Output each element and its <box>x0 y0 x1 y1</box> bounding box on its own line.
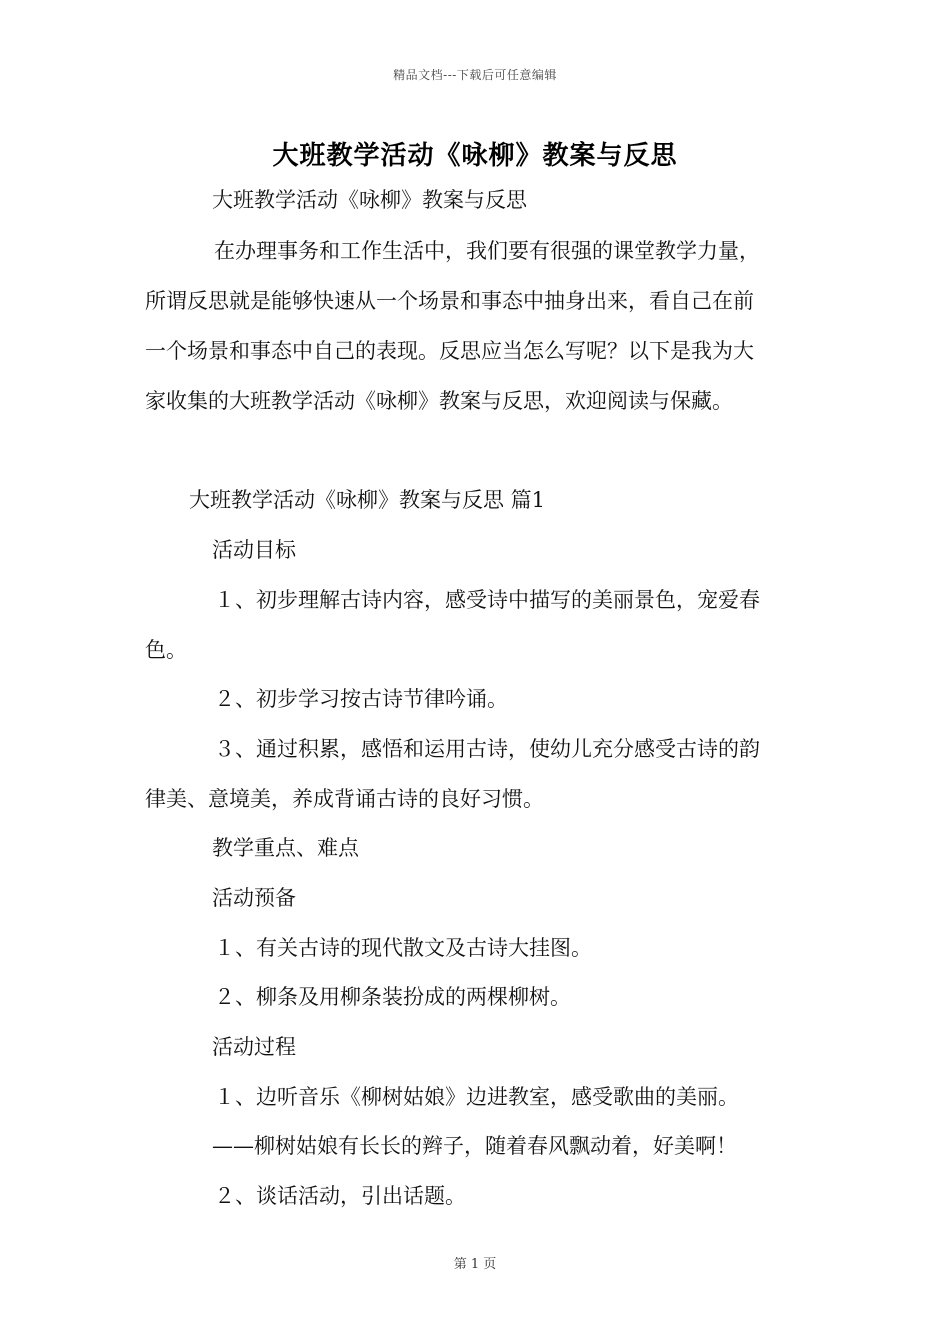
page-footer: 第 1 页 <box>453 1257 497 1272</box>
goal-item-line: １、初步理解古诗内容，感受诗中描写的美丽景色，宠爱春 <box>214 588 760 612</box>
process-item: １、边听音乐《柳树姑娘》边进教室，感受歌曲的美丽。 <box>214 1085 739 1109</box>
goals-heading: 活动目标 <box>212 538 296 562</box>
goal-item: ２、初步学习按古诗节律吟诵。 <box>214 687 508 711</box>
prep-item: １、有关古诗的现代散文及古诗大挂图。 <box>214 936 592 960</box>
process-heading: 活动过程 <box>212 1035 296 1059</box>
page-header: 精品文档---下载后可任意编辑 <box>393 68 557 82</box>
goal-item-line: 律美、意境美，养成背诵古诗的良好习惯。 <box>145 787 544 811</box>
intro-paragraph-line: 在办理事务和工作生活中，我们要有很强的课堂教学力量， <box>214 239 760 263</box>
document-subtitle: 大班教学活动《咏柳》教案与反思 <box>212 188 527 212</box>
intro-paragraph-line: 所谓反思就是能够快速从一个场景和事态中抽身出来，看自己在前 <box>145 289 754 313</box>
key-points-heading: 教学重点、难点 <box>212 836 359 860</box>
goal-item-line: 色。 <box>145 638 187 662</box>
prep-item: ２、柳条及用柳条装扮成的两棵柳树。 <box>214 985 571 1009</box>
process-quote: ——柳树姑娘有长长的辫子，随着春风飘动着，好美啊！ <box>212 1134 737 1158</box>
section-heading: 大班教学活动《咏柳》教案与反思 篇1 <box>189 488 546 512</box>
prep-heading: 活动预备 <box>212 886 296 910</box>
intro-paragraph-line: 家收集的大班教学活动《咏柳》教案与反思，欢迎阅读与保藏。 <box>145 389 733 413</box>
goal-item-line: ３、通过积累，感悟和运用古诗，使幼儿充分感受古诗的韵 <box>214 737 760 761</box>
document-title: 大班教学活动《咏柳》教案与反思 <box>272 141 678 171</box>
intro-paragraph-line: 一个场景和事态中自己的表现。反思应当怎么写呢？以下是我为大 <box>145 339 754 363</box>
process-item: ２、谈话活动，引出话题。 <box>214 1184 466 1208</box>
